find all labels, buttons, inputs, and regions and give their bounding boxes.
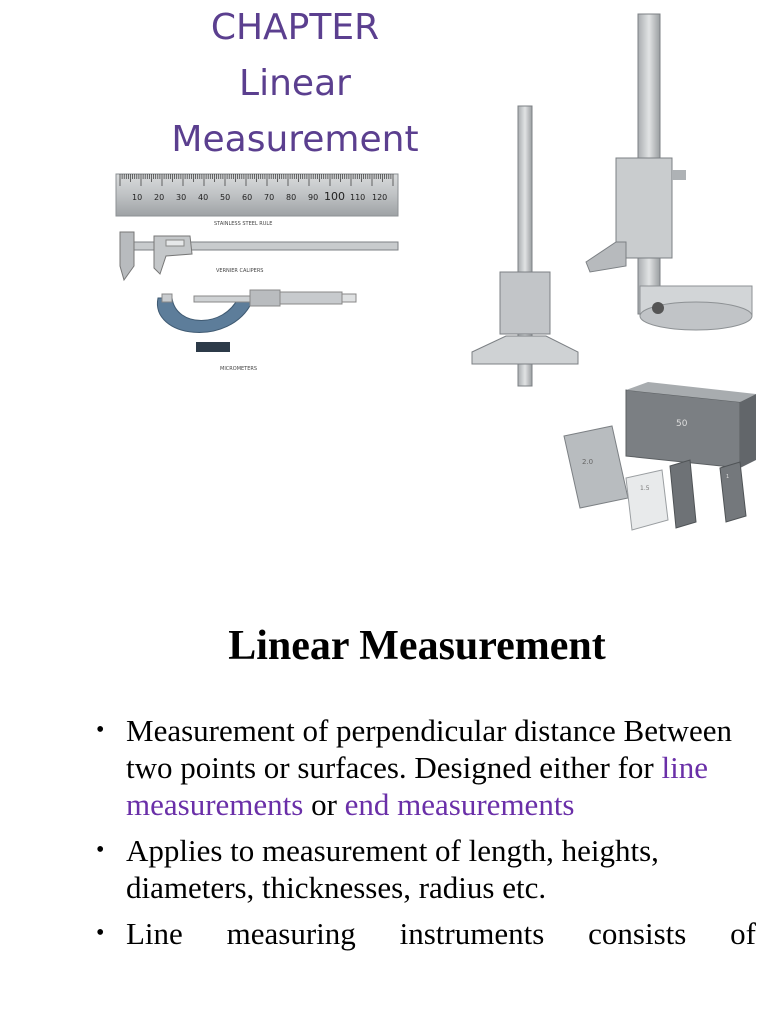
depth-gauge-icon [472, 106, 578, 386]
gauge-block-small-2 [626, 470, 668, 530]
micrometer-icon [157, 290, 356, 372]
ruler-number: 20 [154, 193, 165, 202]
ruler-number: 40 [198, 193, 209, 202]
micrometer-caption: MICROMETERS [220, 366, 258, 372]
bullet-text: Applies to measurement of length, heights, diameters, thicknesses, radius etc. [126, 833, 659, 905]
gauge-block-small-3 [670, 460, 696, 528]
bullet-text: Line measuring instruments consists of [126, 916, 756, 951]
title-line-3: Measurement [171, 119, 419, 160]
ruler-number: 30 [176, 193, 187, 202]
steel-rule-icon [116, 174, 398, 227]
bullet-dot: • [96, 717, 105, 743]
vernier-caliper-icon [120, 232, 398, 280]
bullet-text: Measurement of perpendicular distance Between two points or surfaces. Designed either for [126, 713, 732, 785]
title-line-2: Linear [239, 63, 351, 104]
bullet-dot: • [96, 920, 105, 946]
bullet-list [96, 712, 756, 961]
chapter-title [150, 0, 440, 168]
ruler-number: 10 [132, 193, 143, 202]
gauge-block-large [626, 382, 756, 468]
caliper-caption: VERNIER CALIPERS [216, 268, 264, 274]
height-gauge-icon [586, 14, 752, 330]
line-measurements-link[interactable]: line measurements [126, 750, 708, 822]
measuring-tools-image [110, 170, 410, 380]
bullet-item [96, 832, 756, 906]
gauge-block-label: 50 [676, 419, 688, 429]
bullet-item [96, 915, 756, 952]
gauge-block-label: 1.5 [640, 485, 650, 492]
gauge-block-small-4 [720, 462, 746, 522]
gauge-block-small-1 [564, 426, 628, 508]
gauge-blocks-image [556, 374, 756, 544]
ruler-number: 100 [324, 190, 345, 203]
ruler-caption: STAINLESS STEEL RULE [214, 221, 273, 227]
ruler-number: 110 [350, 193, 366, 202]
gauges-image [466, 10, 756, 390]
ruler-number: 80 [286, 193, 297, 202]
end-measurements-link[interactable]: end measurements [344, 787, 575, 822]
ruler-number: 50 [220, 193, 231, 202]
bullet-dot: • [96, 837, 105, 863]
ruler-number: 70 [264, 193, 275, 202]
ruler-number: 60 [242, 193, 253, 202]
ruler-number: 120 [372, 193, 388, 202]
bullet-text: or [303, 787, 345, 822]
bullet-item [96, 712, 756, 823]
slide-heading: Linear Measurement [228, 623, 606, 669]
gauge-block-label: 2.0 [582, 458, 594, 466]
gauge-block-label: 1 [726, 474, 730, 480]
ruler-number: 90 [308, 193, 319, 202]
title-line-1: CHAPTER [210, 7, 380, 48]
